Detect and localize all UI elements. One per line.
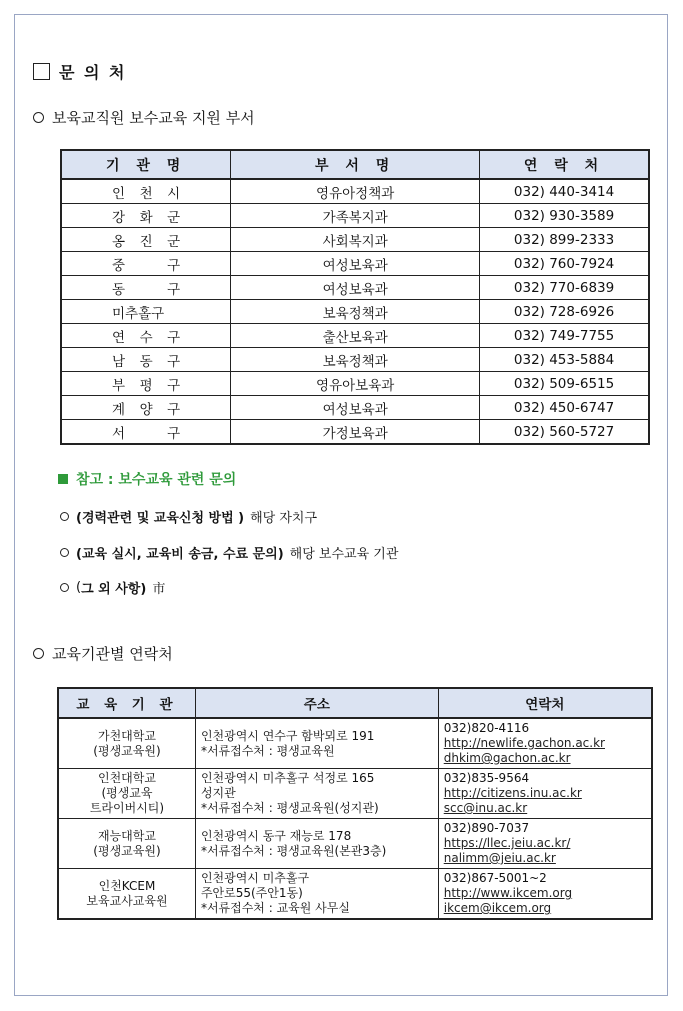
institution-cell <box>58 769 195 819</box>
contact-cell: 032) 450-6747 <box>480 396 649 420</box>
institution-name-line: 트라이버시티) <box>89 801 165 815</box>
institution-cell <box>58 718 195 769</box>
contact-cell: 032) 770-6839 <box>480 276 649 300</box>
address-cell <box>195 869 438 920</box>
dept-cell: 영유아보육과 <box>231 372 480 396</box>
section1-title-text: 보육교직원 보수교육 지원 부서 <box>52 109 255 127</box>
section2-title <box>33 643 173 664</box>
table-row <box>61 396 649 420</box>
note-item-text: 市 <box>152 582 166 597</box>
address-cell <box>195 718 438 769</box>
dept-cell: 가족복지과 <box>231 204 480 228</box>
email-link[interactable]: scc@inu.ac.kr <box>443 801 528 815</box>
phone-number: 032)867-5001~2 <box>443 871 547 885</box>
dept-cell: 여성보육과 <box>231 276 480 300</box>
email-link[interactable]: nalimm@jeiu.ac.kr <box>443 851 556 865</box>
website-link[interactable]: https://llec.jeiu.ac.kr/ <box>443 836 571 850</box>
table-row <box>61 300 649 324</box>
address-line: 성지관 <box>200 786 236 800</box>
institution-name-line: (평생교육원) <box>93 843 161 858</box>
address-line: 인천광역시 미추홀구 <box>200 871 310 885</box>
dept-cell: 보육정책과 <box>231 348 480 372</box>
table-header-row <box>58 688 652 718</box>
website-link[interactable]: http://citizens.inu.ac.kr <box>443 786 582 800</box>
note-title <box>58 469 236 489</box>
department-contacts-table <box>60 149 650 445</box>
address-line: *서류접수처 : 평생교육원 <box>200 743 335 758</box>
org-cell: 중 구 <box>61 252 231 276</box>
institution-cell <box>58 869 195 920</box>
table-header-row <box>61 150 649 179</box>
address-line: 인천광역시 연수구 함박뫼로 191 <box>200 728 375 743</box>
contact-cell <box>438 819 652 869</box>
website-link[interactable]: http://newlife.gachon.ac.kr <box>443 736 605 750</box>
contact-cell: 032) 930-3589 <box>480 204 649 228</box>
header-dept: 부 서 명 <box>231 150 480 179</box>
table-row <box>58 819 652 869</box>
note-item-text: 해당 보수교육 기관 <box>289 547 399 562</box>
table-row <box>58 769 652 819</box>
table-row <box>58 869 652 920</box>
circle-bullet-icon <box>60 512 69 521</box>
square-bullet-icon <box>58 474 68 484</box>
address-line: *서류접수처 : 교육원 사무실 <box>200 901 350 915</box>
institution-name-line: 인천KCEM <box>98 878 156 893</box>
note-item <box>60 507 317 526</box>
note-item-bold: (교육 실시, 교육비 송금, 수료 문의) <box>76 547 284 562</box>
institution-name-line: 가천대학교 <box>97 728 156 743</box>
org-cell: 서 구 <box>61 420 231 445</box>
org-cell: 남 동 구 <box>61 348 231 372</box>
institution-name-line: 보육교사교육원 <box>86 893 168 908</box>
dept-cell: 여성보육과 <box>231 396 480 420</box>
circle-bullet-icon <box>33 112 44 123</box>
circle-bullet-icon <box>33 648 44 659</box>
table-row <box>61 420 649 445</box>
org-cell: 옹 진 군 <box>61 228 231 252</box>
section-heading <box>33 60 127 83</box>
heading-text: 문 의 처 <box>59 63 127 82</box>
address-line: 인천광역시 미추홀구 석정로 165 <box>200 771 375 785</box>
dept-cell: 사회복지과 <box>231 228 480 252</box>
contact-cell: 032) 509-6515 <box>480 372 649 396</box>
phone-number: 032)820-4116 <box>443 721 530 735</box>
address-line: 주안로55(주안1동) <box>200 886 303 900</box>
institution-name-line: (평생교육 <box>101 786 153 800</box>
address-cell <box>195 819 438 869</box>
dept-cell: 가정보육과 <box>231 420 480 445</box>
table-row <box>61 252 649 276</box>
table-row <box>61 179 649 204</box>
dept-cell: 영유아정책과 <box>231 179 480 204</box>
institution-cell <box>58 819 195 869</box>
header-institution: 교 육 기 관 <box>58 688 195 718</box>
contact-cell: 032) 760-7924 <box>480 252 649 276</box>
institution-name-line: 재능대학교 <box>97 828 156 843</box>
table-row <box>61 372 649 396</box>
header-contact: 연락처 <box>438 688 652 718</box>
email-link[interactable]: dhkim@gachon.ac.kr <box>443 751 571 765</box>
contact-cell: 032) 749-7755 <box>480 324 649 348</box>
table-row <box>61 348 649 372</box>
section2-title-text: 교육기관별 연락처 <box>52 645 173 663</box>
contact-cell: 032) 899-2333 <box>480 228 649 252</box>
address-cell <box>195 769 438 819</box>
contact-cell <box>438 718 652 769</box>
note-item <box>60 578 165 597</box>
table-row <box>58 718 652 769</box>
contact-cell: 032) 560-5727 <box>480 420 649 445</box>
contact-cell <box>438 869 652 920</box>
address-line: *서류접수처 : 평생교육원(본관3층) <box>200 843 387 858</box>
dept-cell: 출산보육과 <box>231 324 480 348</box>
header-contact: 연 락 처 <box>480 150 649 179</box>
note-item-bold: (경력관련 및 교육신청 방법 ) <box>76 511 245 526</box>
contact-cell: 032) 440-3414 <box>480 179 649 204</box>
header-address: 주소 <box>195 688 438 718</box>
table-row <box>61 204 649 228</box>
address-line: 인천광역시 동구 재능로 178 <box>200 828 352 843</box>
table-row <box>61 276 649 300</box>
circle-bullet-icon <box>60 583 69 592</box>
table-row <box>61 228 649 252</box>
contact-cell <box>438 769 652 819</box>
org-cell: 강 화 군 <box>61 204 231 228</box>
org-cell: 인 천 시 <box>61 179 231 204</box>
header-org: 기 관 명 <box>61 150 231 179</box>
email-link[interactable]: ikcem@ikcem.org <box>443 901 552 915</box>
circle-bullet-icon <box>60 548 69 557</box>
dept-cell: 보육정책과 <box>231 300 480 324</box>
section1-title <box>33 107 255 128</box>
institution-contacts-table <box>57 687 653 920</box>
org-cell: 미추홀구 <box>61 300 231 324</box>
dept-cell: 여성보육과 <box>231 252 480 276</box>
org-cell: 계 양 구 <box>61 396 231 420</box>
contact-cell: 032) 453-5884 <box>480 348 649 372</box>
org-cell: 연 수 구 <box>61 324 231 348</box>
org-cell: 동 구 <box>61 276 231 300</box>
contact-cell: 032) 728-6926 <box>480 300 649 324</box>
note-title-text: 참고 : 보수교육 관련 문의 <box>76 472 237 488</box>
table-row <box>61 324 649 348</box>
checkbox-icon <box>33 63 50 80</box>
org-cell: 부 평 구 <box>61 372 231 396</box>
institution-name-line: (평생교육원) <box>93 743 161 758</box>
address-line: *서류접수처 : 평생교육원(성지관) <box>200 801 379 815</box>
note-item-bold: 그 외 사항) <box>81 582 147 597</box>
website-link[interactable]: http://www.ikcem.org <box>443 886 573 900</box>
note-item <box>60 543 398 562</box>
phone-number: 032)835-9564 <box>443 771 530 785</box>
note-item-text: 해당 자치구 <box>250 511 318 526</box>
phone-number: 032)890-7037 <box>443 821 530 835</box>
note-item-prefix: ( <box>76 580 82 595</box>
institution-name-line: 인천대학교 <box>97 771 156 785</box>
